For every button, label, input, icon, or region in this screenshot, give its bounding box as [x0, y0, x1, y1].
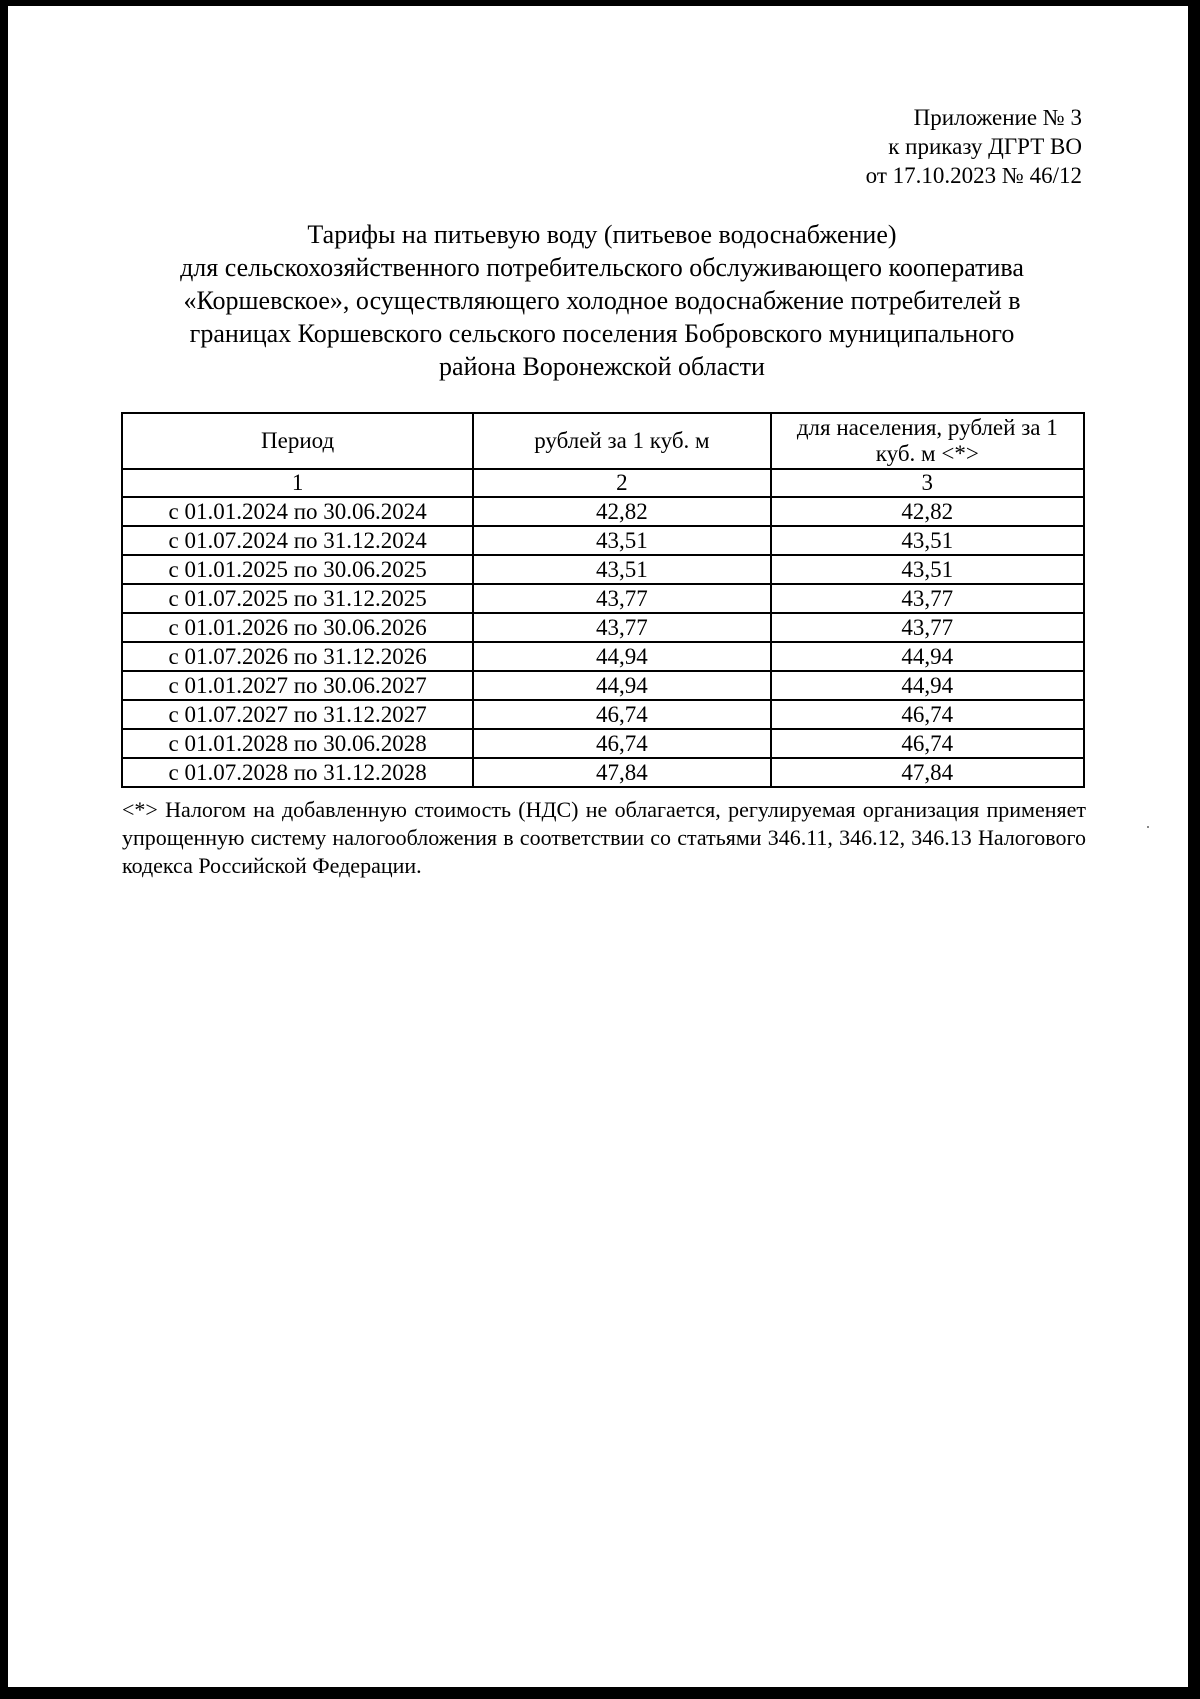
title-line-3: «Коршевское», осуществляющего холодное водоснабжение потребителей в [183, 286, 1021, 315]
table-row [122, 758, 1084, 787]
period-cell: с 01.01.2025 по 30.06.2025 [122, 555, 473, 584]
table-row [122, 729, 1084, 758]
scan-speck [1147, 826, 1149, 828]
period-cell: с 01.07.2028 по 31.12.2028 [122, 758, 473, 787]
header-period: Период [122, 413, 473, 469]
document-title [120, 218, 1084, 383]
population-rate-cell: 42,82 [771, 497, 1084, 526]
tariff-table [121, 412, 1085, 788]
period-cell: с 01.01.2024 по 30.06.2024 [122, 497, 473, 526]
population-rate-cell: 44,94 [771, 642, 1084, 671]
population-rate-cell: 47,84 [771, 758, 1084, 787]
table-row [122, 584, 1084, 613]
appendix-number: Приложение № 3 [913, 105, 1082, 130]
title-line-1: Тарифы на питьевую воду (питьевое водоснабжение) [307, 220, 897, 249]
header-population-rate: для населения, рублей за 1 куб. м <*> [771, 413, 1084, 469]
title-line-5: района Воронежской области [439, 352, 765, 381]
column-number-row [122, 469, 1084, 497]
period-cell: с 01.07.2024 по 31.12.2024 [122, 526, 473, 555]
header-rate: рублей за 1 куб. м [473, 413, 770, 469]
table-row [122, 642, 1084, 671]
rate-cell: 46,74 [473, 729, 770, 758]
table-row [122, 526, 1084, 555]
population-rate-cell: 43,51 [771, 555, 1084, 584]
order-date: от 17.10.2023 № 46/12 [865, 163, 1082, 188]
vat-footnote: <*> Налогом на добавленную стоимость (НДС) не облагается, регулируемая организация применяет упрощенную систему налогообложения в соответствии со статьями 346.11, 346.12, 346.13 Налогового кодекса Российской Федерации. [122, 797, 1086, 878]
period-cell: с 01.07.2027 по 31.12.2027 [122, 700, 473, 729]
table-row [122, 671, 1084, 700]
population-rate-cell: 43,77 [771, 613, 1084, 642]
rate-cell: 43,77 [473, 584, 770, 613]
column-number-2: 2 [473, 469, 770, 497]
order-reference: к приказу ДГРТ ВО [888, 134, 1082, 159]
table-header-row [122, 413, 1084, 469]
period-cell: с 01.01.2026 по 30.06.2026 [122, 613, 473, 642]
column-number-3: 3 [771, 469, 1084, 497]
table-row [122, 555, 1084, 584]
population-rate-cell: 43,51 [771, 526, 1084, 555]
title-line-2: для сельскохозяйственного потребительского обслуживающего кооператива [180, 253, 1024, 282]
title-line-4: границах Коршевского сельского поселения Бобровского муниципального [189, 319, 1015, 348]
period-cell: с 01.01.2028 по 30.06.2028 [122, 729, 473, 758]
population-rate-cell: 44,94 [771, 671, 1084, 700]
table-row [122, 613, 1084, 642]
rate-cell: 44,94 [473, 671, 770, 700]
table-row [122, 700, 1084, 729]
table-row [122, 497, 1084, 526]
rate-cell: 44,94 [473, 642, 770, 671]
period-cell: с 01.07.2026 по 31.12.2026 [122, 642, 473, 671]
rate-cell: 43,51 [473, 555, 770, 584]
rate-cell: 43,51 [473, 526, 770, 555]
population-rate-cell: 46,74 [771, 729, 1084, 758]
appendix-header [866, 103, 1082, 190]
period-cell: с 01.07.2025 по 31.12.2025 [122, 584, 473, 613]
rate-cell: 46,74 [473, 700, 770, 729]
column-number-1: 1 [122, 469, 473, 497]
population-rate-cell: 43,77 [771, 584, 1084, 613]
rate-cell: 47,84 [473, 758, 770, 787]
rate-cell: 43,77 [473, 613, 770, 642]
rate-cell: 42,82 [473, 497, 770, 526]
period-cell: с 01.01.2027 по 30.06.2027 [122, 671, 473, 700]
population-rate-cell: 46,74 [771, 700, 1084, 729]
